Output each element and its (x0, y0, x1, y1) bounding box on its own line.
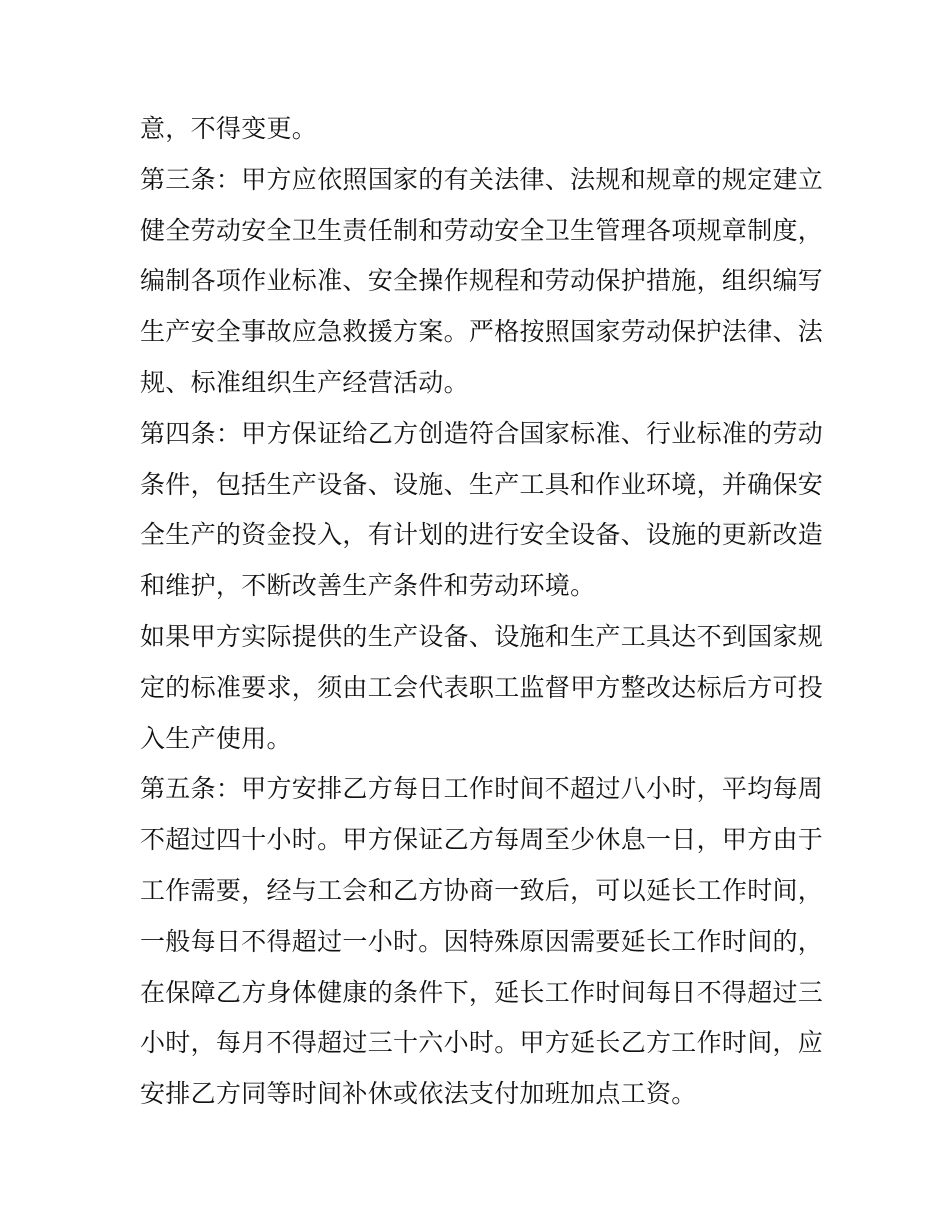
text-line: 第四条：甲方保证给乙方创造符合国家标准、行业标准的劳动 (140, 418, 824, 448)
text-line: 如果甲方实际提供的生产设备、设施和生产工具达不到国家规 (140, 621, 824, 651)
text-line: 第三条：甲方应依照国家的有关法律、法规和规章的规定建立 (140, 164, 824, 194)
text-line: 第五条：甲方安排乙方每日工作时间不超过八小时，平均每周 (140, 774, 824, 804)
text-line: 工作需要，经与工会和乙方协商一致后，可以延长工作时间， (140, 875, 824, 905)
text-line: 编制各项作业标准、安全操作规程和劳动保护措施，组织编写 (140, 266, 824, 296)
text-line: 规、标准组织生产经营活动。 (140, 367, 469, 397)
document-page (140, 109, 824, 1125)
text-line: 健全劳动安全卫生责任制和劳动安全卫生管理各项规章制度， (140, 215, 824, 245)
text-line: 条件，包括生产设备、设施、生产工具和作业环境，并确保安 (140, 469, 824, 499)
text-line: 和维护，不断改善生产条件和劳动环境。 (140, 571, 596, 601)
text-line: 在保障乙方身体健康的条件下，延长工作时间每日不得超过三 (140, 977, 824, 1007)
text-line: 小时，每月不得超过三十六小时。甲方延长乙方工作时间，应 (140, 1028, 824, 1058)
text-line: 全生产的资金投入，有计划的进行安全设备、设施的更新改造 (140, 520, 824, 550)
text-line: 定的标准要求，须由工会代表职工监督甲方整改达标后方可投 (140, 672, 824, 702)
text-line: 意，不得变更。 (140, 114, 318, 143)
text-line: 安排乙方同等时间补休或依法支付加班加点工资。 (140, 1079, 697, 1109)
text-line: 不超过四十小时。甲方保证乙方每周至少休息一日，甲方由于 (140, 825, 824, 855)
text-line: 生产安全事故应急救援方案。严格按照国家劳动保护法律、法 (140, 317, 824, 347)
text-line: 入生产使用。 (140, 723, 292, 753)
text-line: 一般每日不得超过一小时。因特殊原因需要延长工作时间的， (140, 926, 824, 956)
